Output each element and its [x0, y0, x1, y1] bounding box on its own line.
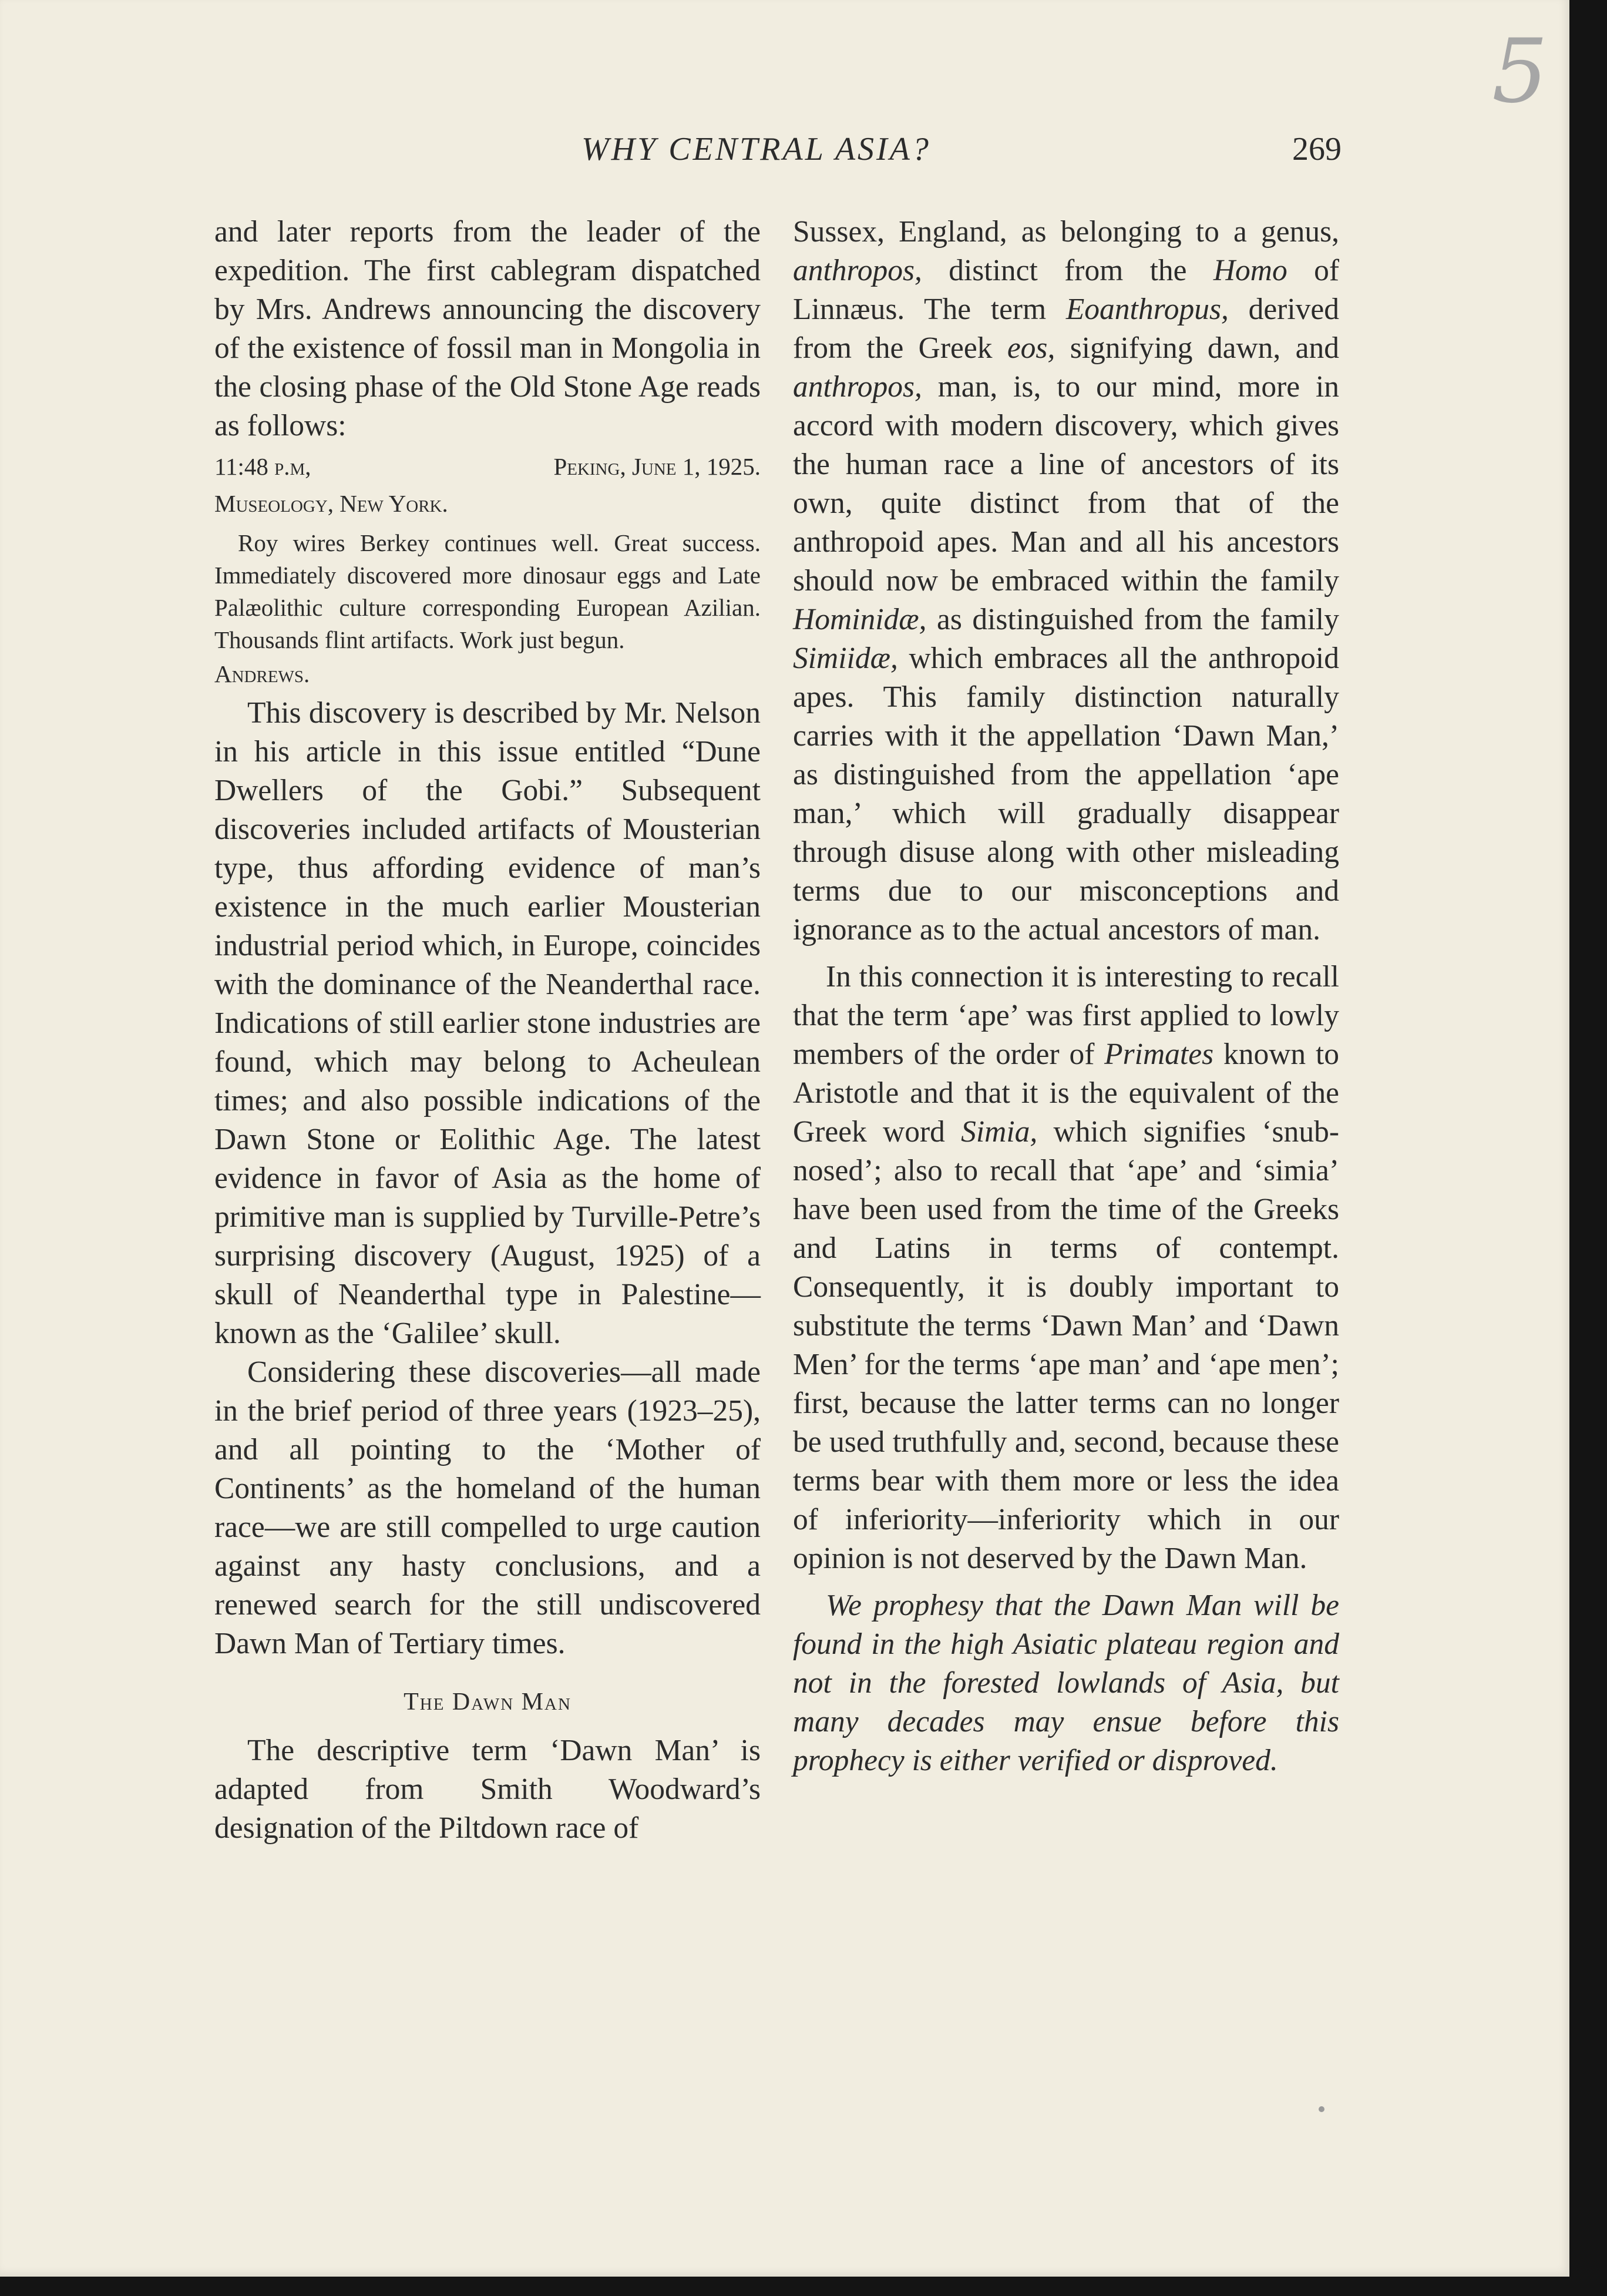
- cablegram-signature: Andrews.: [214, 660, 310, 687]
- cablegram-text: Roy wires Berkey continues well. Great success. Immediately discovered more dinosaur eggs and Late Palæolithic culture corresponding European Azilian. Thousands flint artifacts. Work just begun.: [214, 529, 761, 653]
- left-column: [214, 213, 761, 1848]
- closing-paragraph: We prophesy that the Dawn Man will be found in the high Asiatic plateau region and not in the forested lowlands of Asia, but many decades may ensue before this prophecy is either verified or disproved.: [793, 1589, 1339, 1777]
- handwritten-page-mark: 5: [1492, 21, 1548, 123]
- ink-speck: [1319, 2106, 1324, 2112]
- cablegram-place-date: Peking, June 1, 1925.: [553, 453, 761, 480]
- cablegram-header: [214, 449, 761, 484]
- section-heading: The Dawn Man: [404, 1689, 571, 1716]
- right-column: [793, 213, 1339, 1780]
- running-title: WHY CENTRAL ASIA?: [581, 131, 931, 167]
- paragraph: Considering these discoveries—all made in the brief period of three years (1923–25), and all pointing to the ‘Mother of Continents’ as the homeland of the human race—we are still compelled to urge caution against any hasty conclusions, and a renewed search for the still undiscovered Dawn Man of Tertiary times.: [214, 1355, 761, 1660]
- cablegram-recipient: Museology, New York.: [214, 490, 448, 517]
- page-number: 269: [1292, 131, 1342, 167]
- paragraph: The descriptive term ‘Dawn Man’ is adapted from Smith Woodward’s designation of the Piltdown race of: [214, 1734, 761, 1845]
- paragraph: This discovery is described by Mr. Nelson in his article in this issue entitled “Dune Dwellers of the Gobi.” Subsequent discoveries included artifacts of Mousterian type, thus affording evidence of man’s existence in the much earlier Mousterian industrial period which, in Europe, coincides with the dominance of the Neanderthal race. Indications of still earlier stone industries are found, which may belong to Acheulean times; and also possible indications of the Dawn Stone or Eolithic Age. The latest evidence in favor of Asia as the home of primitive man is supplied by Turville-Petre’s surprising discovery (August, 1925) of a skull of Neanderthal type in Palestine—known as the ‘Galilee’ skull.: [214, 696, 761, 1350]
- paragraph: Sussex, England, as belonging to a genus, anthropos, distinct from the Homo of Linnæus. The term Eoanthropus, derived from the Greek eos, signifying dawn, and anthropos, man, is, to our mind, more in accord with modern discovery, which gives the human race a line of ancestors of its own, quite distinct from that of the anthropoid apes. Man and all his ancestors should now be embraced within the family Hominidæ, as distinguished from the family Simiidæ, which embraces all the anthropoid apes. This family distinction naturally carries with it the appellation ‘Dawn Man,’ as distinguished from the appellation ‘ape man,’ which will gradually disappear through disuse along with other misleading terms due to our misconceptions and ignorance as to the actual ancestors of man.: [793, 215, 1339, 946]
- cablegram-time: 11:48 p.m,: [214, 453, 311, 480]
- paragraph: and later reports from the leader of the expedition. The first cablegram dispatched by Mrs. Andrews announcing the discovery of the existence of fossil man in Mongolia in the closing phase of the Old Stone Age reads as follows:: [214, 215, 761, 442]
- paragraph: In this connection it is interesting to recall that the term ‘ape’ was first applied to lowly members of the order of Primates known to Aristotle and that it is the equivalent of the Greek word Simia, which signifies ‘snub-nosed’; also to recall that ‘ape’ and ‘simia’ have been used from the time of the Greeks and Latins in terms of contempt. Consequently, it is doubly important to substitute the terms ‘Dawn Man’ and ‘Dawn Men’ for the terms ‘ape man’ and ‘ape men’; first, because the latter terms can no longer be used truthfully and, second, because these terms bear with them more or less the idea of inferiority—inferiority which in our opinion is not deserved by the Dawn Man.: [793, 960, 1339, 1575]
